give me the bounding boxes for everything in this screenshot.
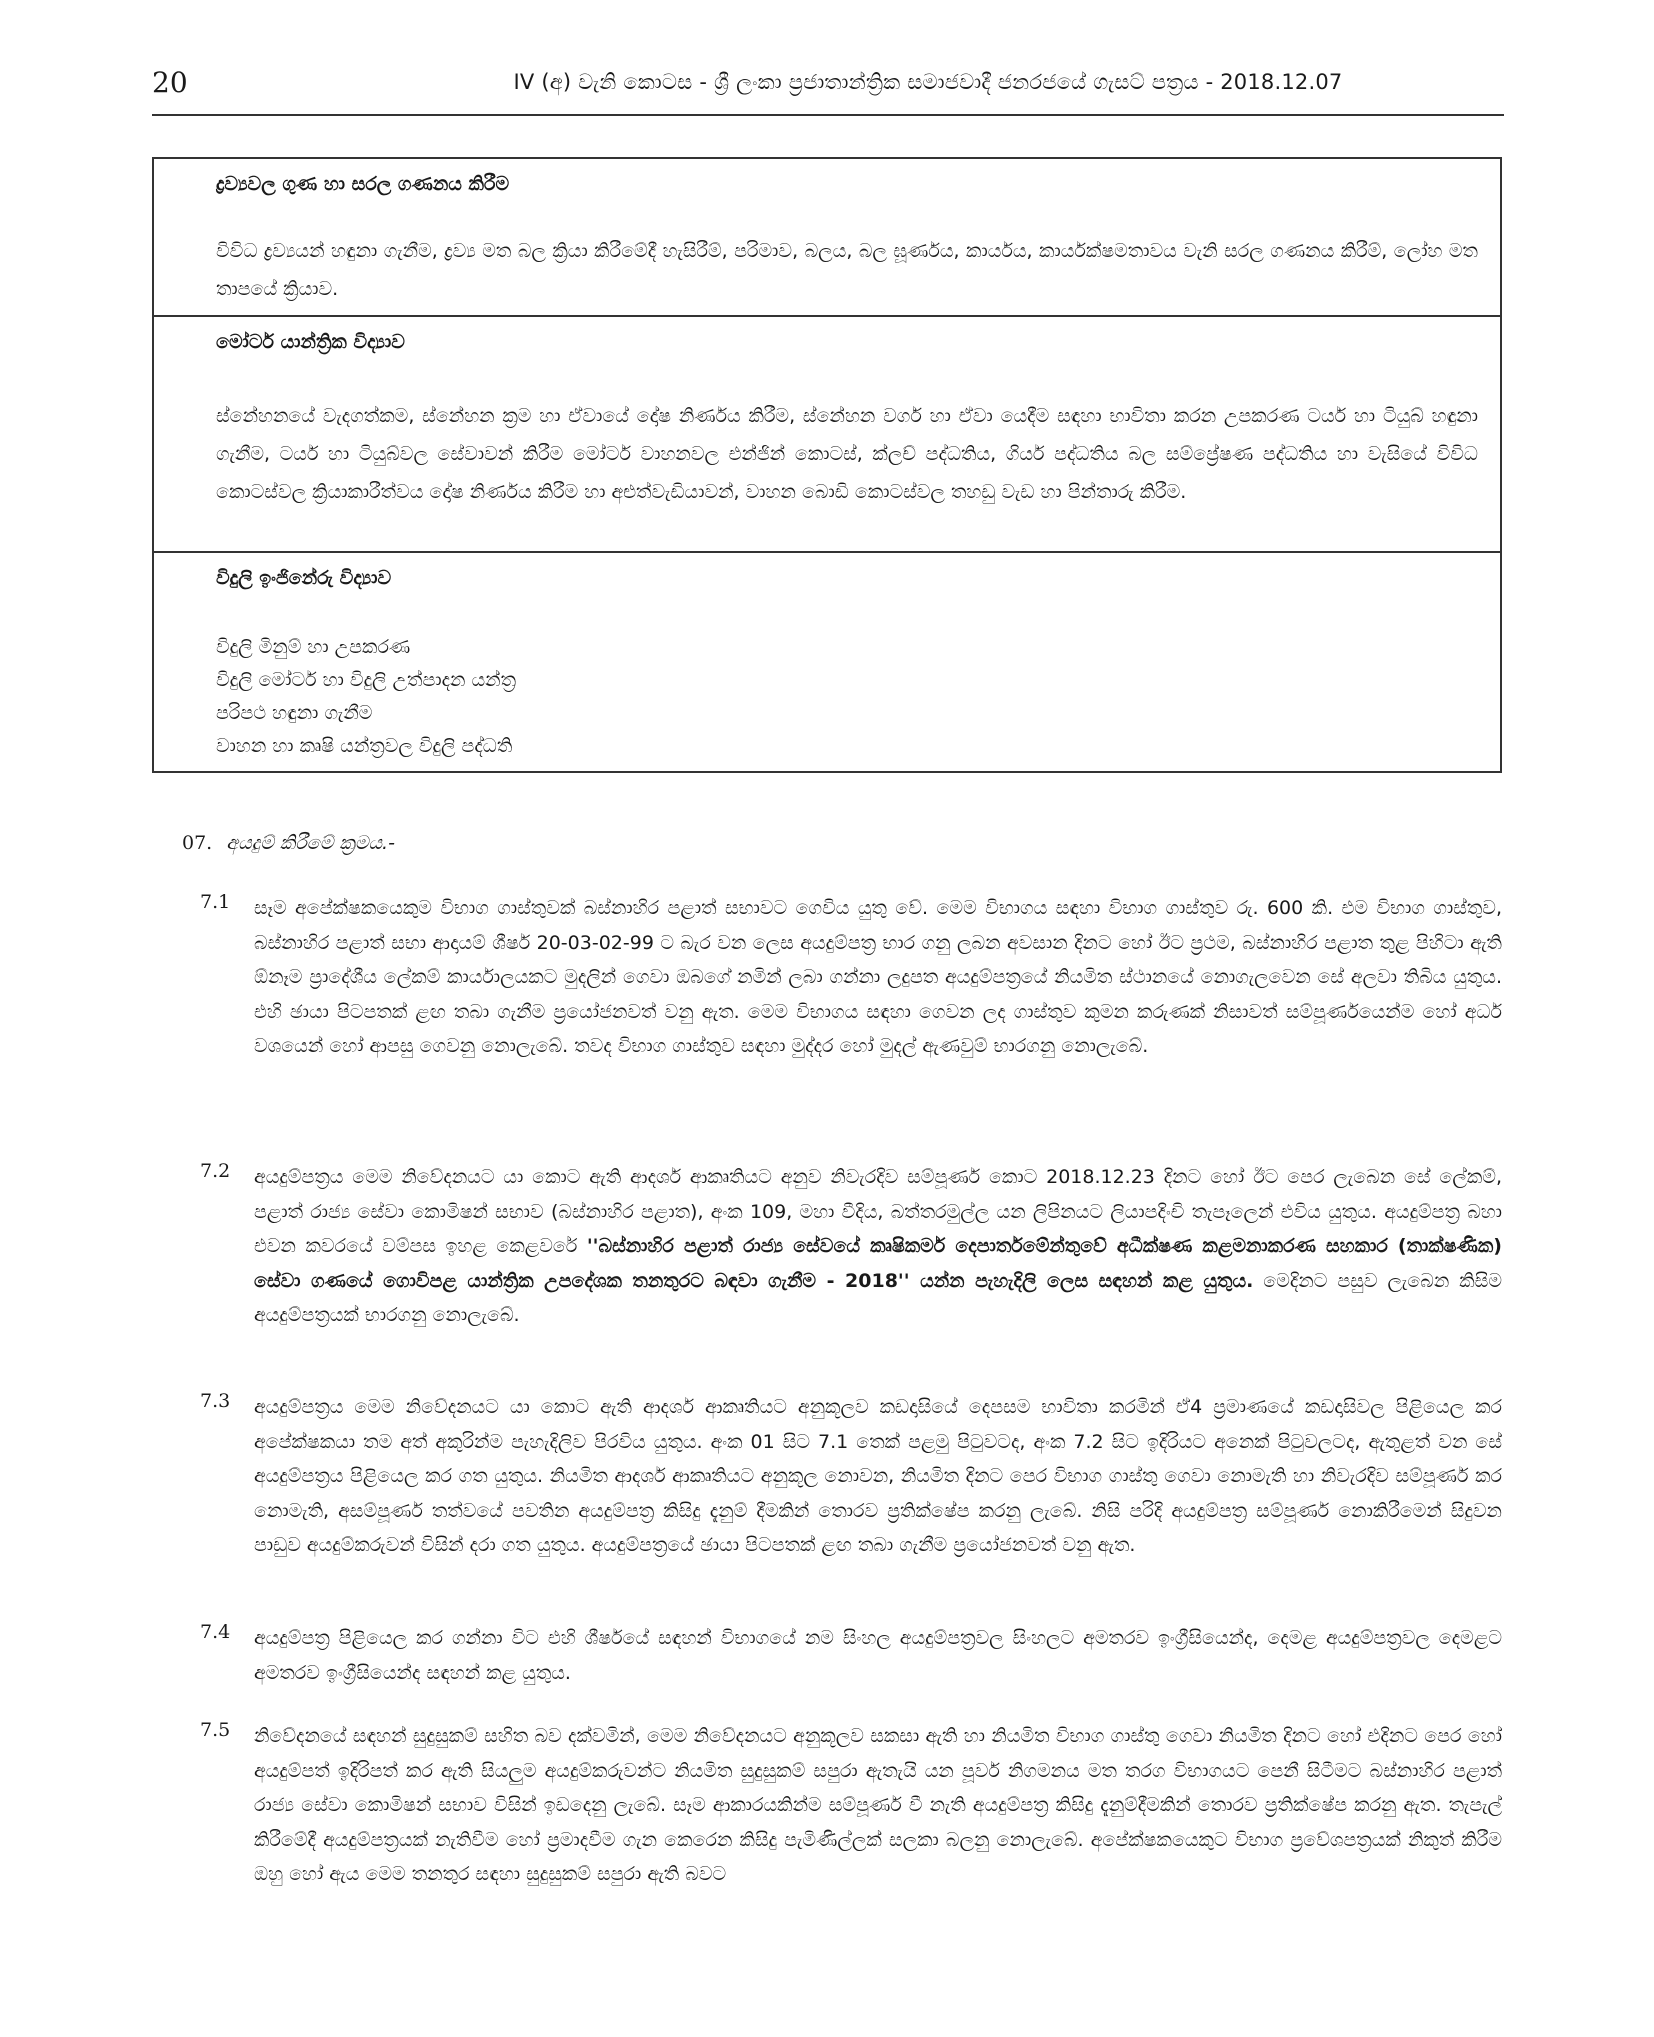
paragraph-number: 7.4	[200, 1621, 231, 1643]
section-body: ස්නේහනයේ වැදගත්කම, ස්නේහන ක්‍රම හා ඒවායේ දෝෂ නිර්ණය කිරීම, ස්නේහන වර්ග හා ඒවා යෙදීම සඳහා භාවිතා කරන උපකරණ ටයර් හා ටියුබ් හඳුනා ගැනීම, ටයර් හා ටියුබ්වල සේවාවන් කිරීම මෝටර් වාහනවල එන්ජින් කොටස්, ක්ලච් පද්ධතිය, ගියර් පද්ධතිය බල සම්ප්‍රේෂණ පද්ධතිය හා වැසියේ විවිධ කොටස්වල ක්‍රියාකාරීත්වය දෝෂ නිර්ණය කිරීම හා අළුත්වැඩියාවන්, වාහන බොඩි කොටස්වල තහඩු වැඩ හා පින්තාරු කිරීම.	[216, 405, 1478, 503]
running-title: IV (අ) වැනි කොටස - ශ්‍රී ලංකා ප්‍රජාතාන්ත්‍රික සමාජවාදී ජනරජයේ ගැසට් පත්‍රය - 2018.12.07	[513, 70, 1343, 94]
page-header	[152, 66, 1504, 116]
syllabus-section-materials	[154, 159, 1500, 315]
list-item: පරිපථ හඳුනා ගැනීම	[216, 702, 373, 724]
paragraph-text-bold: ''බස්නාහිර පළාත් රාජ්‍ය සේවයේ කෘෂිකර්ම දෙපාර්තමේන්තුවේ අධීක්ෂණ කළමනාකරණ සහකාර (තාක්ෂණික) සේවා ගණයේ ගොවිපළ යාන්ත්‍රික උපදේශක තනතුරට බඳවා ගැනීම - 2018'' යන්න පැහැදිලි ලෙස සඳහන් කළ යුතුය.	[254, 1235, 1502, 1292]
paragraph-text	[254, 1160, 1502, 1333]
section-number: 07.	[182, 832, 213, 854]
section-title: මෝටර් යාන්ත්‍රික විද්‍යාව	[216, 331, 405, 353]
section-7-heading	[182, 832, 395, 854]
syllabus-table	[152, 157, 1502, 773]
list-item: විදුලි මිනුම් හා උපකරණ	[216, 636, 411, 658]
paragraph-number: 7.3	[200, 1390, 231, 1412]
page-number: 20	[152, 66, 188, 99]
paragraph-text: අයදුම්පත්‍රය මෙම නිවේදනයට යා කොට ඇති ආදර්ශ ආකෘතියට අනුකූලව කඩදාසියේ දෙපසම භාවිතා කරමින් ඒ4 ප්‍රමාණයේ කඩදාසිවල පිළියෙල කර අපේක්ෂකයා තම අත් අකුරින්ම පැහැදිලිව පිරවිය යුතුය. අංක 01 සිට 7.1 තෙක් පළමු පිටුවටද, අංක 7.2 සිට ඉදිරියට අනෙක් පිටුවලටද, ඇතුළත් වන සේ අයදුම්පත්‍රය පිළියෙල කර ගත යුතුය. නියමිත ආදර්ශ ආකෘතියට අනුකූල නොවන, නියමිත දිනට පෙර විභාග ගාස්තු ගෙවා නොමැති හා නිවැරදිව සම්පූර්ණ කර නොමැති, අසම්පූර්ණ තත්වයේ පවතින අයදුම්පත්‍ර කිසිදු දැනුම් දීමකින් තොරව ප්‍රතික්ෂේප කරනු ලැබේ. නිසි පරිදි අයදුම්පත්‍ර සම්පූර්ණ නොකිරීමෙන් සිදුවන පාඩුව අයදුම්කරුවන් විසින් දරා ගත යුතුය. අයදුම්පත්‍රයේ ඡායා පිටපතක් ළඟ තබා ගැනීම ප්‍රයෝජනවත් වනු ඇත.	[254, 1396, 1502, 1556]
list-item: වාහන හා කෘෂි යන්ත්‍රවල විදුලි පද්ධති	[216, 735, 513, 757]
syllabus-section-motor-mechanics	[154, 315, 1500, 551]
paragraph-text: සෑම අපේක්ෂකයෙකුම විභාග ගාස්තුවක් බස්නාහිර පළාත් සභාවට ගෙවිය යුතු වේ. මෙම විභාගය සඳහා විභාග ගාස්තුව රු. 600 කි. එම විභාග ගාස්තුව, බස්නාහිර පළාත් සභා ආදායම් ශීර්ෂ 20-03-02-99 ට බැර වන ලෙස අයදුම්පත්‍ර භාර ගනු ලබන අවසාන දිනට හෝ ඊට ප්‍රථම, බස්නාහිර පළාත තුළ පිහිටා ඇති ඕනෑම ප්‍රාදේශීය ලේකම් කාර්යාලයකට මුදලින් ගෙවා ඔබගේ නමින් ලබා ගන්නා ලදුපත අයදුම්පත්‍රයේ නියමිත ස්ථානයේ නොගැලවෙන සේ අලවා තිබිය යුතුය. එහි ඡායා පිටපතක් ළඟ තබා ගැනීම ප්‍රයෝජනවත් වනු ඇත. මෙම විභාගය සඳහා ගෙවන ලද ගාස්තුව කුමන කරුණක් නිසාවත් සම්පූර්ණයෙන්ම හෝ අර්ධ වශයෙන් හෝ ආපසු ගෙවනු නොලැබේ. තවද විභාග ගාස්තුව සඳහා මුද්දර හෝ මුදල් ඇණවුම් භාරගනු නොලැබේ.	[254, 897, 1502, 1057]
paragraph-text: නිවේදනයේ සඳහන් සුදුසුකම් සහිත බව දක්වමින්, මෙම නිවේදනයට අනුකූලව සකසා ඇති හා නියමිත විභාග ගාස්තු ගෙවා නියමිත දිනට හෝ එදිනට පෙර හෝ අයදුම්පත් ඉදිරිපත් කර ඇති සියලුම අයදුම්කරුවන්ට නියමිත සුදුසුකම් සපුරා ඇතැයි යන පූර්ව නිගමනය මත තරග විභාගයට පෙනී සිටීමට බස්නාහිර පළාත් රාජ්‍ය සේවා කොමිෂන් සභාව විසින් ඉඩදෙනු ලැබේ. සෑම ආකාරයකින්ම සම්පූර්ණ වී නැති අයදුම්පත්‍ර කිසිදු දැනුම්දීමකින් තොරව ප්‍රතික්ෂේප කරනු ඇත. තැපැල් කිරීමේදී අයදුම්පත්‍රයක් නැතිවීම හෝ ප්‍රමාදවීම ගැන කෙරෙන කිසිදු පැමිණිල්ලක් සලකා බලනු නොලැබේ. අපේක්ෂකයෙකුට විභාග ප්‍රවේශපත්‍රයක් නිකුත් කිරීම ඔහු හෝ ඇය මෙම තනතුර සඳහා සුදුසුකම් සපුරා ඇති බවට	[254, 1725, 1502, 1885]
section-title: ද්‍රව්‍යවල ගුණ හා සරල ගණනය කිරීම	[216, 173, 510, 195]
section-title: විදුලි ඉංජිනේරු විද්‍යාව	[216, 567, 392, 589]
paragraph-text-part: මෙදිනට පසුව ලැබෙන කිසිම අයදුම්පත්‍රයක් භාරගනු නොලැබේ.	[254, 1269, 1502, 1326]
list-item: විදුලි මෝටර් හා විදුලි උත්පාදන යන්ත්‍ර	[216, 669, 516, 691]
paragraph-number: 7.1	[200, 891, 231, 913]
section-body: විවිධ ද්‍රව්‍යයන් හඳුනා ගැනීම, ද්‍රව්‍ය මත බල ක්‍රියා කිරීමේදී හැසිරීම්, පරිමාව, බලය, බල ඝූර්ණය, කාර්යය, කාර්යක්ෂමතාවය වැනි සරල ගණනය කිරීම්, ලෝහ මත තාපයේ ක්‍රියාව.	[216, 240, 1478, 300]
paragraph-text-part: අයදුම්පත්‍රය මෙම නිවේදනයට යා කොට ඇති ආදර්ශ ආකෘතියට අනුව නිවැරදිව සම්පූර්ණ කොට 2018.12.23 දිනට හෝ ඊට පෙර ලැබෙන සේ ලේකම්, පළාත් රාජ්‍ය සේවා කොමිෂන් සභාව (බස්නාහිර පළාත), අංක 109, මහා වීදිය, බත්තරමුල්ල යන ලිපිනයට ලියාපදිංචි තැපෑලෙන් එවිය යුතුය. අයදුම්පත්‍ර බහා එවන කවරයේ වම්පස ඉහළ කෙළවරේ	[254, 1166, 1502, 1257]
section-list	[216, 631, 1478, 763]
paragraph-number: 7.5	[200, 1719, 231, 1741]
section-heading-title: අයදුම් කිරීමේ ක්‍රමය.-	[226, 832, 395, 854]
syllabus-section-electrical	[154, 551, 1500, 771]
paragraph-text: අයදුම්පත්‍ර පිළියෙල කර ගන්නා විට එහි ශීර්ෂයේ සඳහන් විභාගයේ නම සිංහල අයදුම්පත්‍රවල සිංහලට අමතරව ඉංග්‍රීසියෙන්ද, දෙමළ අයදුම්පත්‍රවල දෙමළට අමතරව ඉංග්‍රීසියෙන්ද සඳහන් කළ යුතුය.	[254, 1627, 1502, 1684]
paragraph-number: 7.2	[200, 1160, 231, 1182]
